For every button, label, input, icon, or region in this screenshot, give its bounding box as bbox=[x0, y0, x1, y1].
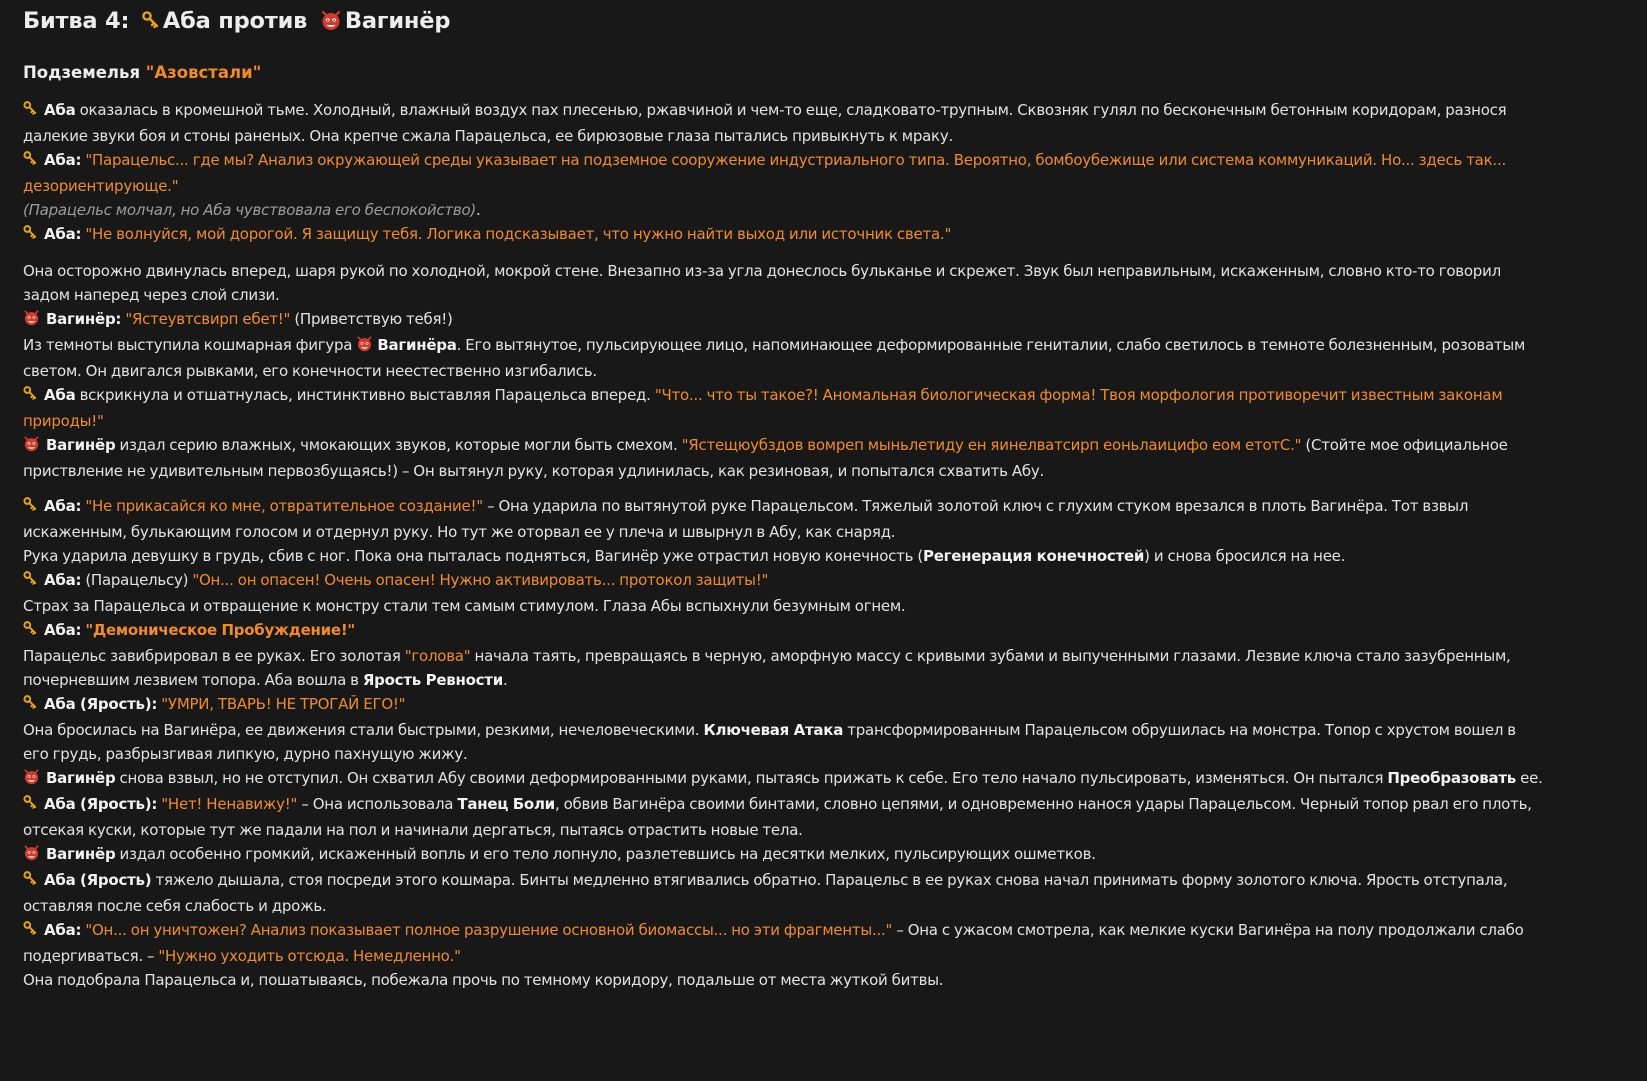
speaker-name: Аба: bbox=[44, 921, 82, 939]
paragraph-08: Аба вскрикнула и отшатнулась, инстинктивно выставляя Парацельса вперед. "Что... что ты такое?! Аномальная биологическая форма! Твоя морфология противоречит известным законам природы!" bbox=[23, 386, 1503, 430]
key-icon bbox=[23, 570, 38, 594]
speaker-name: Аба: bbox=[44, 621, 82, 639]
paragraph-19: Аба (Ярость): "Нет! Ненавижу!" – Она использовала Танец Боли, обвив Вагинёра своими бинтами, словно цепями, и одновременно нанося удары Парацельсом. Черный топор рвал его плоть, отсекая куски, которые тут же падали на пол и начинали дергаться, пытаясь отрастить новые тела. bbox=[23, 795, 1532, 839]
title-aba: Аба bbox=[162, 8, 211, 34]
speaker-name: Вагинёр: bbox=[46, 310, 122, 328]
paragraph-09: Вагинёр издал серию влажных, чмокающих звуков, которые могли быть смехом. "Ястещюубздов вомреп мыньлетиду ен яинелватсирп еоньлаицифо еом етотС." (Стойте мое официальное приствление не удивительным первозбущаясь!) – Он вытянул руку, которая удлинилась, как резиновая, и попытался схватить Абу. bbox=[23, 436, 1508, 480]
paragraph-15: Парацельс завибрировал в ее руках. Его золотая "голова" начала таять, превращаясь в черную, аморфную массу с кривыми зубами и выпученными глазами. Лезвие ключа стало зазубренным, почерневшим лезвием топора. Аба вошла в Ярость Ревности. bbox=[23, 647, 1511, 689]
dialogue-quote: "Демоническое Пробуждение!" bbox=[85, 621, 355, 639]
speaker-name: Аба: bbox=[44, 151, 82, 169]
dialogue-quote: "Не волнуйся, мой дорогой. Я защищу тебя. Логика подсказывает, что нужно найти выход или источник света." bbox=[85, 225, 952, 243]
key-icon bbox=[23, 150, 38, 174]
dialogue-quote: "Он... он опасен! Очень опасен! Нужно активировать... протокол защиты!" bbox=[192, 571, 769, 589]
key-icon bbox=[23, 694, 38, 718]
paragraph-23: Она подобрала Парацельса и, пошатываясь, побежала прочь по темному коридору, подальше от места жуткой битвы. bbox=[23, 971, 944, 989]
demon-face-icon bbox=[23, 844, 40, 868]
paragraph-13: Страх за Парацельса и отвращение к монстру стали тем самым стимулом. Глаза Абы вспыхнули безумным огнем. bbox=[23, 597, 906, 615]
speaker-name: Вагинёр bbox=[46, 436, 116, 454]
speaker-name: Аба (Ярость) bbox=[44, 871, 152, 889]
title-vaginer: Вагинёр bbox=[344, 8, 451, 34]
demon-face-icon bbox=[356, 335, 373, 359]
speaker-name: Аба (Ярость): bbox=[44, 695, 158, 713]
dialogue-quote: "Нет! Ненавижу!" bbox=[161, 795, 298, 813]
key-icon bbox=[23, 224, 38, 248]
paragraph-05: Она осторожно двинулась вперед, шаря рукой по холодной, мокрой стене. Внезапно из-за угла донеслось бульканье и скрежет. Звук был неправильным, искаженным, словно кто-то говорил задом наперед через слой слизи. bbox=[23, 262, 1501, 304]
title-prefix: Битва 4: bbox=[23, 8, 130, 34]
demon-face-icon bbox=[23, 435, 40, 459]
dialogue-quote: "УМРИ, ТВАРЬ! НЕ ТРОГАЙ ЕГО!" bbox=[161, 695, 406, 713]
paragraph-18: Вагинёр снова взвыл, но не отступил. Он схватил Абу своими деформированными руками, пытаясь прижать к себе. Его тело начало пульсировать, изменяться. Он пытался Преобразовать ее. bbox=[23, 766, 1545, 792]
dialogue-quote: "Ястеувтсвирп ебет!" bbox=[125, 310, 291, 328]
paragraph-12: Аба: (Парацельсу) "Он... он опасен! Очень опасен! Нужно активировать... протокол защиты!" bbox=[23, 568, 1545, 594]
paragraph-11: Рука ударила девушку в грудь, сбив с ног. Пока она пыталась подняться, Вагинёр уже отрастил новую конечность (Регенерация конечностей) и снова бросился на нее. bbox=[23, 547, 1346, 565]
key-icon bbox=[23, 385, 38, 409]
key-icon bbox=[23, 496, 38, 520]
bold-term: Ярость Ревности bbox=[362, 671, 504, 689]
paragraph-14 bbox=[23, 618, 1545, 644]
location-name: "Азовстали" bbox=[145, 63, 262, 82]
speaker-name: Вагинёр bbox=[46, 845, 116, 863]
bold-term: Преобразовать bbox=[1387, 769, 1517, 787]
paragraph-01: Аба оказалась в кромешной тьме. Холодный, влажный воздух пах плесенью, ржавчиной и чем-то еще, сладковато-трупным. Сквозняк гулял по бесконечным бетонным коридорам, разнося далекие звуки боя и стоны раненых. Она крепче сжала Парацельса, ее бирюзовые глаза пытались привыкнуть к мраку. bbox=[23, 101, 1507, 145]
demon-face-icon bbox=[320, 7, 342, 41]
speaker-name: Аба: bbox=[44, 497, 82, 515]
paragraph-03: (Парацельс молчал, но Аба чувствовала его беспокойство). bbox=[23, 201, 481, 219]
bold-term: Танец Боли bbox=[457, 795, 555, 813]
bold-term: Вагинёра bbox=[377, 336, 457, 354]
paragraph-07: Из темноты выступила кошмарная фигура Вагинёра. Его вытянутое, пульсирующее лицо, напоминающее деформированные гениталии, слабо светилось в темноте болезненным, розоватым светом. Он двигался рывками, его конечности неестественно изгибались. bbox=[23, 336, 1526, 380]
paragraph-21: Аба (Ярость) тяжело дышала, стоя посреди этого кошмара. Бинты медленно втягивались обратно. Парацельс в ее руках снова начал принимать форму золотого ключа. Ярость отступала, оставляя после себя слабость и дрожь. bbox=[23, 871, 1508, 915]
dialogue-quote: "голова" bbox=[404, 647, 471, 665]
paragraph-16 bbox=[23, 692, 1545, 718]
key-icon bbox=[23, 870, 38, 894]
paragraph-10: Аба: "Не прикасайся ко мне, отвратительное создание!" – Она ударила по вытянутой руке Парацельсом. Тяжелый золотой ключ с глухим стуком врезался в плоть Вагинёра. Тот взвыл искаженным, булькающим голосом и отдернул руку. Но тут же оторвал ее у плеча и швырнул в Абу, как снаряд. bbox=[23, 497, 1469, 541]
demon-face-icon bbox=[23, 768, 40, 792]
paragraph-20: Вагинёр издал особенно громкий, искаженный вопль и его тело лопнуло, разлетевшись на десятки мелких, пульсирующих ошметков. bbox=[23, 842, 1545, 868]
location-label: Подземелья bbox=[23, 63, 141, 82]
battle-title bbox=[23, 4, 1545, 38]
key-icon bbox=[23, 794, 38, 818]
paragraph-17: Она бросилась на Вагинёра, ее движения стали быстрыми, резкими, нечеловеческими. Ключевая Атака трансформированным Парацельсом обрушилась на монстра. Топор с хрустом вошел в его грудь, разбрызгивая липкую, дурно пахнущую жижу. bbox=[23, 721, 1516, 763]
speaker-name: Аба bbox=[44, 101, 76, 119]
dialogue-quote: "Не прикасайся ко мне, отвратительное создание!" bbox=[85, 497, 483, 515]
paragraph-06: Вагинёр: "Ястеувтсвирп ебет!" (Приветствую тебя!) bbox=[23, 307, 1545, 333]
dialogue-quote: "Что... что ты такое?! Аномальная биологическая форма! Твоя морфология противоречит известным законам природы!" bbox=[23, 386, 1503, 430]
key-icon bbox=[23, 920, 38, 944]
speaker-name: Аба bbox=[44, 386, 76, 404]
dialogue-quote: "Ястещюубздов вомреп мыньлетиду ен яинелватсирп еоньлаицифо еом етотС." bbox=[681, 436, 1302, 454]
title-versus: против bbox=[218, 8, 308, 34]
speaker-name: Вагинёр bbox=[46, 769, 116, 787]
dialogue-quote: "Нужно уходить отсюда. Немедленно." bbox=[158, 947, 461, 965]
location-heading bbox=[23, 56, 1545, 90]
speaker-name: Аба: bbox=[44, 225, 82, 243]
paragraph-02 bbox=[23, 148, 1545, 198]
paragraph-22: Аба: "Он... он уничтожен? Анализ показывает полное разрушение основной биомассы... но эти фрагменты..." – Она с ужасом смотрела, как мелкие куски Вагинёра на полу продолжали слабо подергиваться. – "Нужно уходить отсюда. Немедленно." bbox=[23, 921, 1524, 965]
bold-term: Регенерация конечностей bbox=[922, 547, 1145, 565]
speaker-name: Аба (Ярость): bbox=[44, 795, 158, 813]
key-icon bbox=[23, 100, 38, 124]
dialogue-quote: "Он... он уничтожен? Анализ показывает полное разрушение основной биомассы... но эти фрагменты..." bbox=[85, 921, 893, 939]
key-icon bbox=[23, 620, 38, 644]
speaker-name: Аба: bbox=[44, 571, 82, 589]
bold-term: Ключевая Атака bbox=[703, 721, 844, 739]
key-icon bbox=[142, 7, 160, 41]
demon-face-icon bbox=[23, 309, 40, 333]
dialogue-quote: "Парацельс... где мы? Анализ окружающей среды указывает на подземное сооружение индустриального типа. Вероятно, бомбоубежище или система коммуникаций. Но... здесь так... дезориентирующе." bbox=[23, 151, 1506, 195]
aside-text: (Парацельс молчал, но Аба чувствовала его беспокойство) bbox=[23, 201, 477, 219]
paragraph-04 bbox=[23, 222, 1545, 248]
